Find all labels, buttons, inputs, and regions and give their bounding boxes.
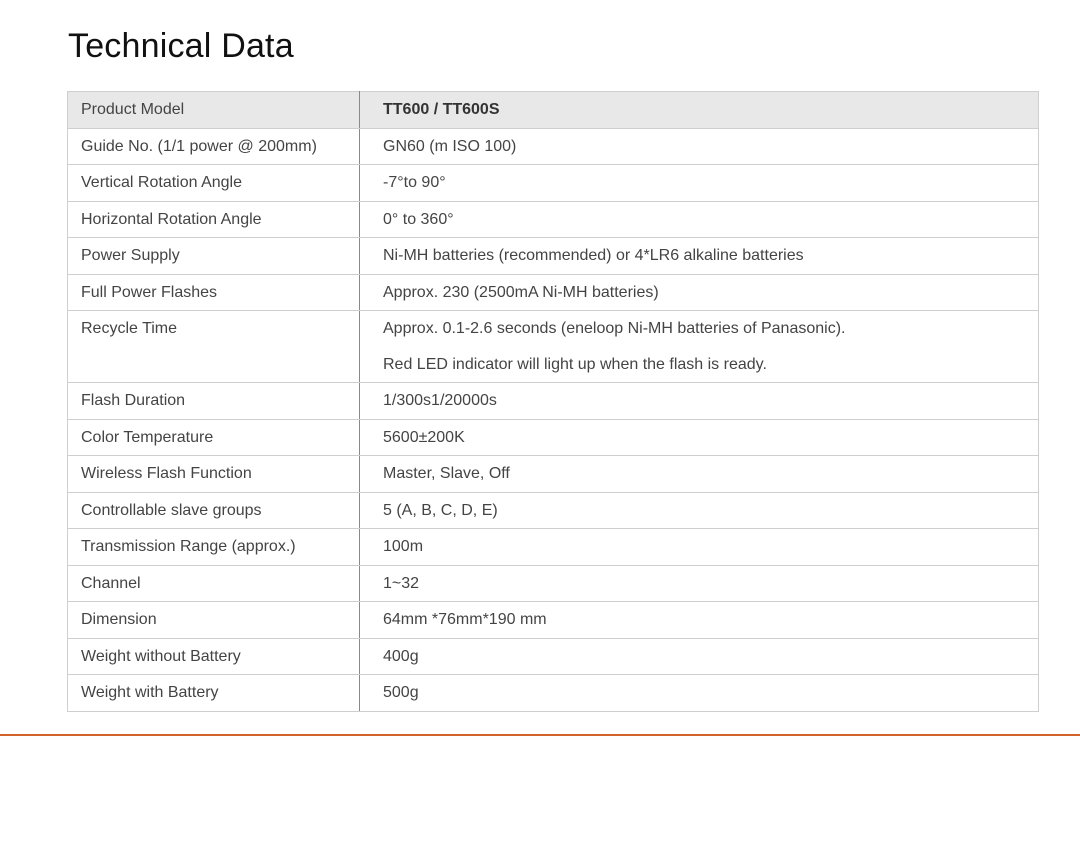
spec-value-cell bbox=[360, 638, 1039, 675]
table-row bbox=[68, 128, 1039, 165]
spec-value: 0° to 360° bbox=[383, 210, 454, 228]
spec-value-cell bbox=[360, 383, 1039, 420]
spec-label-cell bbox=[68, 638, 360, 675]
spec-label-cell bbox=[68, 201, 360, 238]
spec-label-cell bbox=[68, 529, 360, 566]
spec-value: Approx. 0.1-2.6 seconds (eneloop Ni-MH batteries of Panasonic). bbox=[383, 320, 846, 337]
spec-label-cell bbox=[68, 565, 360, 602]
spec-value-cell bbox=[360, 201, 1039, 238]
spec-label-cell bbox=[68, 602, 360, 639]
spec-value: Red LED indicator will light up when the flash is ready. bbox=[383, 355, 767, 373]
table-row bbox=[68, 201, 1039, 238]
technical-data-table bbox=[67, 91, 1039, 712]
spec-label: Controllable slave groups bbox=[81, 501, 262, 519]
spec-value: Master, Slave, Off bbox=[383, 465, 510, 482]
spec-value: 64mm *76mm*190 mm bbox=[383, 611, 547, 628]
spec-label: Guide No. (1/1 power @ 200mm) bbox=[81, 137, 317, 155]
table-row bbox=[68, 311, 1039, 383]
header-value-cell bbox=[360, 92, 1039, 129]
spec-value-cell bbox=[360, 529, 1039, 566]
spec-value-cell bbox=[360, 602, 1039, 639]
spec-value: 1~32 bbox=[383, 574, 420, 592]
spec-value-cell bbox=[360, 165, 1039, 202]
table-row bbox=[68, 602, 1039, 639]
header-value: TT600 / TT600S bbox=[383, 101, 500, 118]
spec-value-cell bbox=[360, 311, 1039, 383]
table-row bbox=[68, 565, 1039, 602]
table-row bbox=[68, 675, 1039, 712]
table-row bbox=[68, 274, 1039, 311]
table-row bbox=[68, 165, 1039, 202]
table-row bbox=[68, 383, 1039, 420]
spec-value-cell bbox=[360, 274, 1039, 311]
table-row bbox=[68, 638, 1039, 675]
spec-value: 400g bbox=[383, 647, 419, 665]
spec-label: Color Temperature bbox=[81, 428, 214, 446]
table-row bbox=[68, 456, 1039, 493]
spec-value-cell bbox=[360, 675, 1039, 712]
spec-label-cell bbox=[68, 383, 360, 420]
spec-value: GN60 (m ISO 100) bbox=[383, 137, 517, 155]
spec-label-cell bbox=[68, 274, 360, 311]
spec-label: Weight with Battery bbox=[81, 684, 219, 701]
spec-label-cell bbox=[68, 238, 360, 275]
spec-label-cell bbox=[68, 165, 360, 202]
spec-value: 1/300s1/20000s bbox=[383, 392, 497, 409]
spec-value: Approx. 230 (2500mA Ni-MH batteries) bbox=[383, 283, 659, 301]
spec-label: Flash Duration bbox=[81, 392, 186, 409]
spec-value-cell bbox=[360, 128, 1039, 165]
footer-divider bbox=[0, 734, 1080, 736]
table-body bbox=[68, 128, 1039, 711]
spec-label: Transmission Range (approx.) bbox=[81, 538, 296, 555]
spec-label-cell bbox=[68, 419, 360, 456]
spec-label: Wireless Flash Function bbox=[81, 465, 252, 482]
spec-label-cell bbox=[68, 311, 360, 383]
spec-label: Dimension bbox=[81, 611, 157, 628]
table-row bbox=[68, 492, 1039, 529]
spec-value-cell bbox=[360, 419, 1039, 456]
header-row bbox=[68, 92, 1039, 129]
spec-label-cell bbox=[68, 128, 360, 165]
header-label: Product Model bbox=[81, 101, 185, 118]
page-title: Technical Data bbox=[68, 27, 294, 65]
spec-label: Weight without Battery bbox=[81, 647, 241, 665]
spec-value-cell bbox=[360, 238, 1039, 275]
spec-label: Power Supply bbox=[81, 247, 180, 264]
spec-value-cell bbox=[360, 456, 1039, 493]
spec-label: Channel bbox=[81, 574, 141, 592]
spec-label-cell bbox=[68, 456, 360, 493]
spec-label-cell bbox=[68, 492, 360, 529]
table-row bbox=[68, 419, 1039, 456]
spec-label-cell bbox=[68, 675, 360, 712]
spec-value: 500g bbox=[383, 684, 419, 701]
spec-label: Recycle Time bbox=[81, 320, 178, 337]
spec-value: -7°to 90° bbox=[383, 174, 446, 191]
spec-value: 5600±200K bbox=[383, 428, 465, 446]
table-header bbox=[68, 92, 1039, 129]
table-row bbox=[68, 238, 1039, 275]
spec-label: Full Power Flashes bbox=[81, 283, 218, 301]
spec-label: Vertical Rotation Angle bbox=[81, 174, 242, 191]
spec-value-cell bbox=[360, 492, 1039, 529]
spec-value: 5 (A, B, C, D, E) bbox=[383, 501, 498, 519]
spec-value: Ni-MH batteries (recommended) or 4*LR6 alkaline batteries bbox=[383, 247, 804, 264]
spec-value-cell bbox=[360, 565, 1039, 602]
header-label-cell bbox=[68, 92, 360, 129]
spec-label: Horizontal Rotation Angle bbox=[81, 210, 262, 228]
table-row bbox=[68, 529, 1039, 566]
spec-value: 100m bbox=[383, 538, 424, 555]
